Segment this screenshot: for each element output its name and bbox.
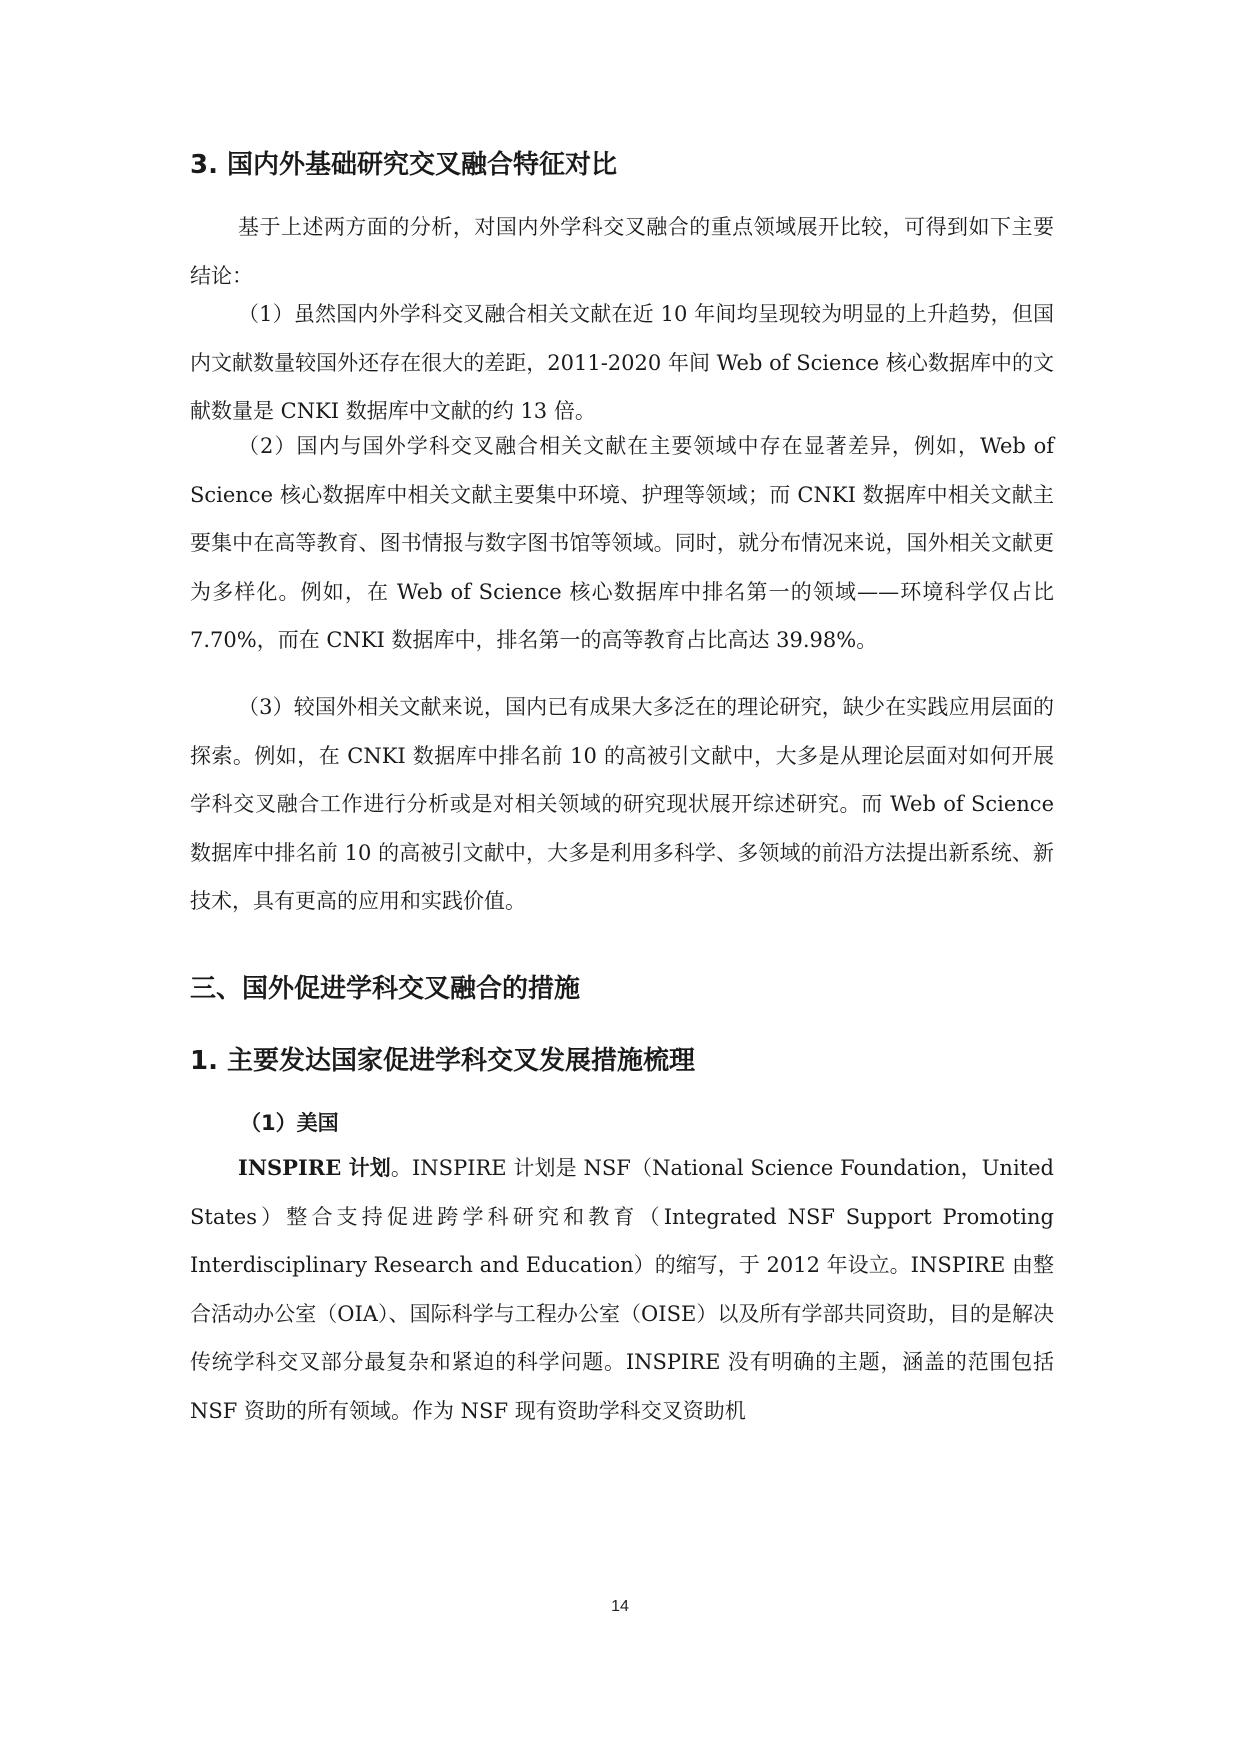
- part-3-heading: 三、国外促进学科交叉融合的措施: [190, 974, 581, 1004]
- inspire-lead-term: INSPIRE 计划: [238, 1155, 391, 1180]
- section-heading-1: 1. 主要发达国家促进学科交叉发展措施梳理: [190, 1046, 696, 1076]
- point-1-paragraph: （1）虽然国内外学科交叉融合相关文献在近 10 年间均呈现较为明显的上升趋势，但国内文献数量较国外还存在很大的差距，2011-2020 年间 Web of Science 核心数据库中的文献数量是 CNKI 数据库中文献的约 13 倍。: [190, 302, 1054, 424]
- intro-paragraph: 基于上述两方面的分析，对国内外学科交叉融合的重点领域展开比较，可得到如下主要结论：: [190, 215, 1054, 288]
- point-3-paragraph: （3）较国外相关文献来说，国内已有成果大多泛在的理论研究，缺少在实践应用层面的探索。例如，在 CNKI 数据库中排名前 10 的高被引文献中，大多是从理论层面对如何开展学科交叉融合工作进行分析或是对相关领域的研究现状展开综述研究。而 Web of Science 数据库中排名前 10 的高被引文献中，大多是利用多科学、多领域的前沿方法提出新系统、新技术，具有更高的应用和实践价值。: [190, 695, 1054, 914]
- page-number: 14: [611, 1598, 629, 1615]
- subsection-heading-us: （1）美国: [240, 1111, 339, 1135]
- inspire-body-text: 。INSPIRE 计划是 NSF（National Science Foundation，United States）整合支持促进跨学科研究和教育（Integrated NSF Support Promoting Interdisciplinary Research and Education）的缩写，于 2012 年设立。INSPIRE 由整合活动办公室（OIA）、国际科学与工程办公室（OISE）以及所有学部共同资助，目的是解决传统学科交叉部分最复杂和紧迫的科学问题。INSPIRE 没有明确的主题，涵盖的范围包括 NSF 资助的所有领域。作为 NSF 现有资助学科交叉资助机: [190, 1156, 1054, 1423]
- inspire-paragraph: [190, 1144, 1054, 1436]
- point-2-paragraph: （2）国内与国外学科交叉融合相关文献在主要领域中存在显著差异，例如，Web of Science 核心数据库中相关文献主要集中环境、护理等领域；而 CNKI 数据库中相关文献主要集中在高等教育、图书情报与数字图书馆等领域。同时，就分布情况来说，国外相关文献更为多样化。例如，在 Web of Science 核心数据库中排名第一的领域——环境科学仅占比 7.70%，而在 CNKI 数据库中，排名第一的高等教育占比高达 39.98%。: [190, 434, 1054, 653]
- section-heading-3: 3. 国内外基础研究交叉融合特征对比: [190, 150, 618, 180]
